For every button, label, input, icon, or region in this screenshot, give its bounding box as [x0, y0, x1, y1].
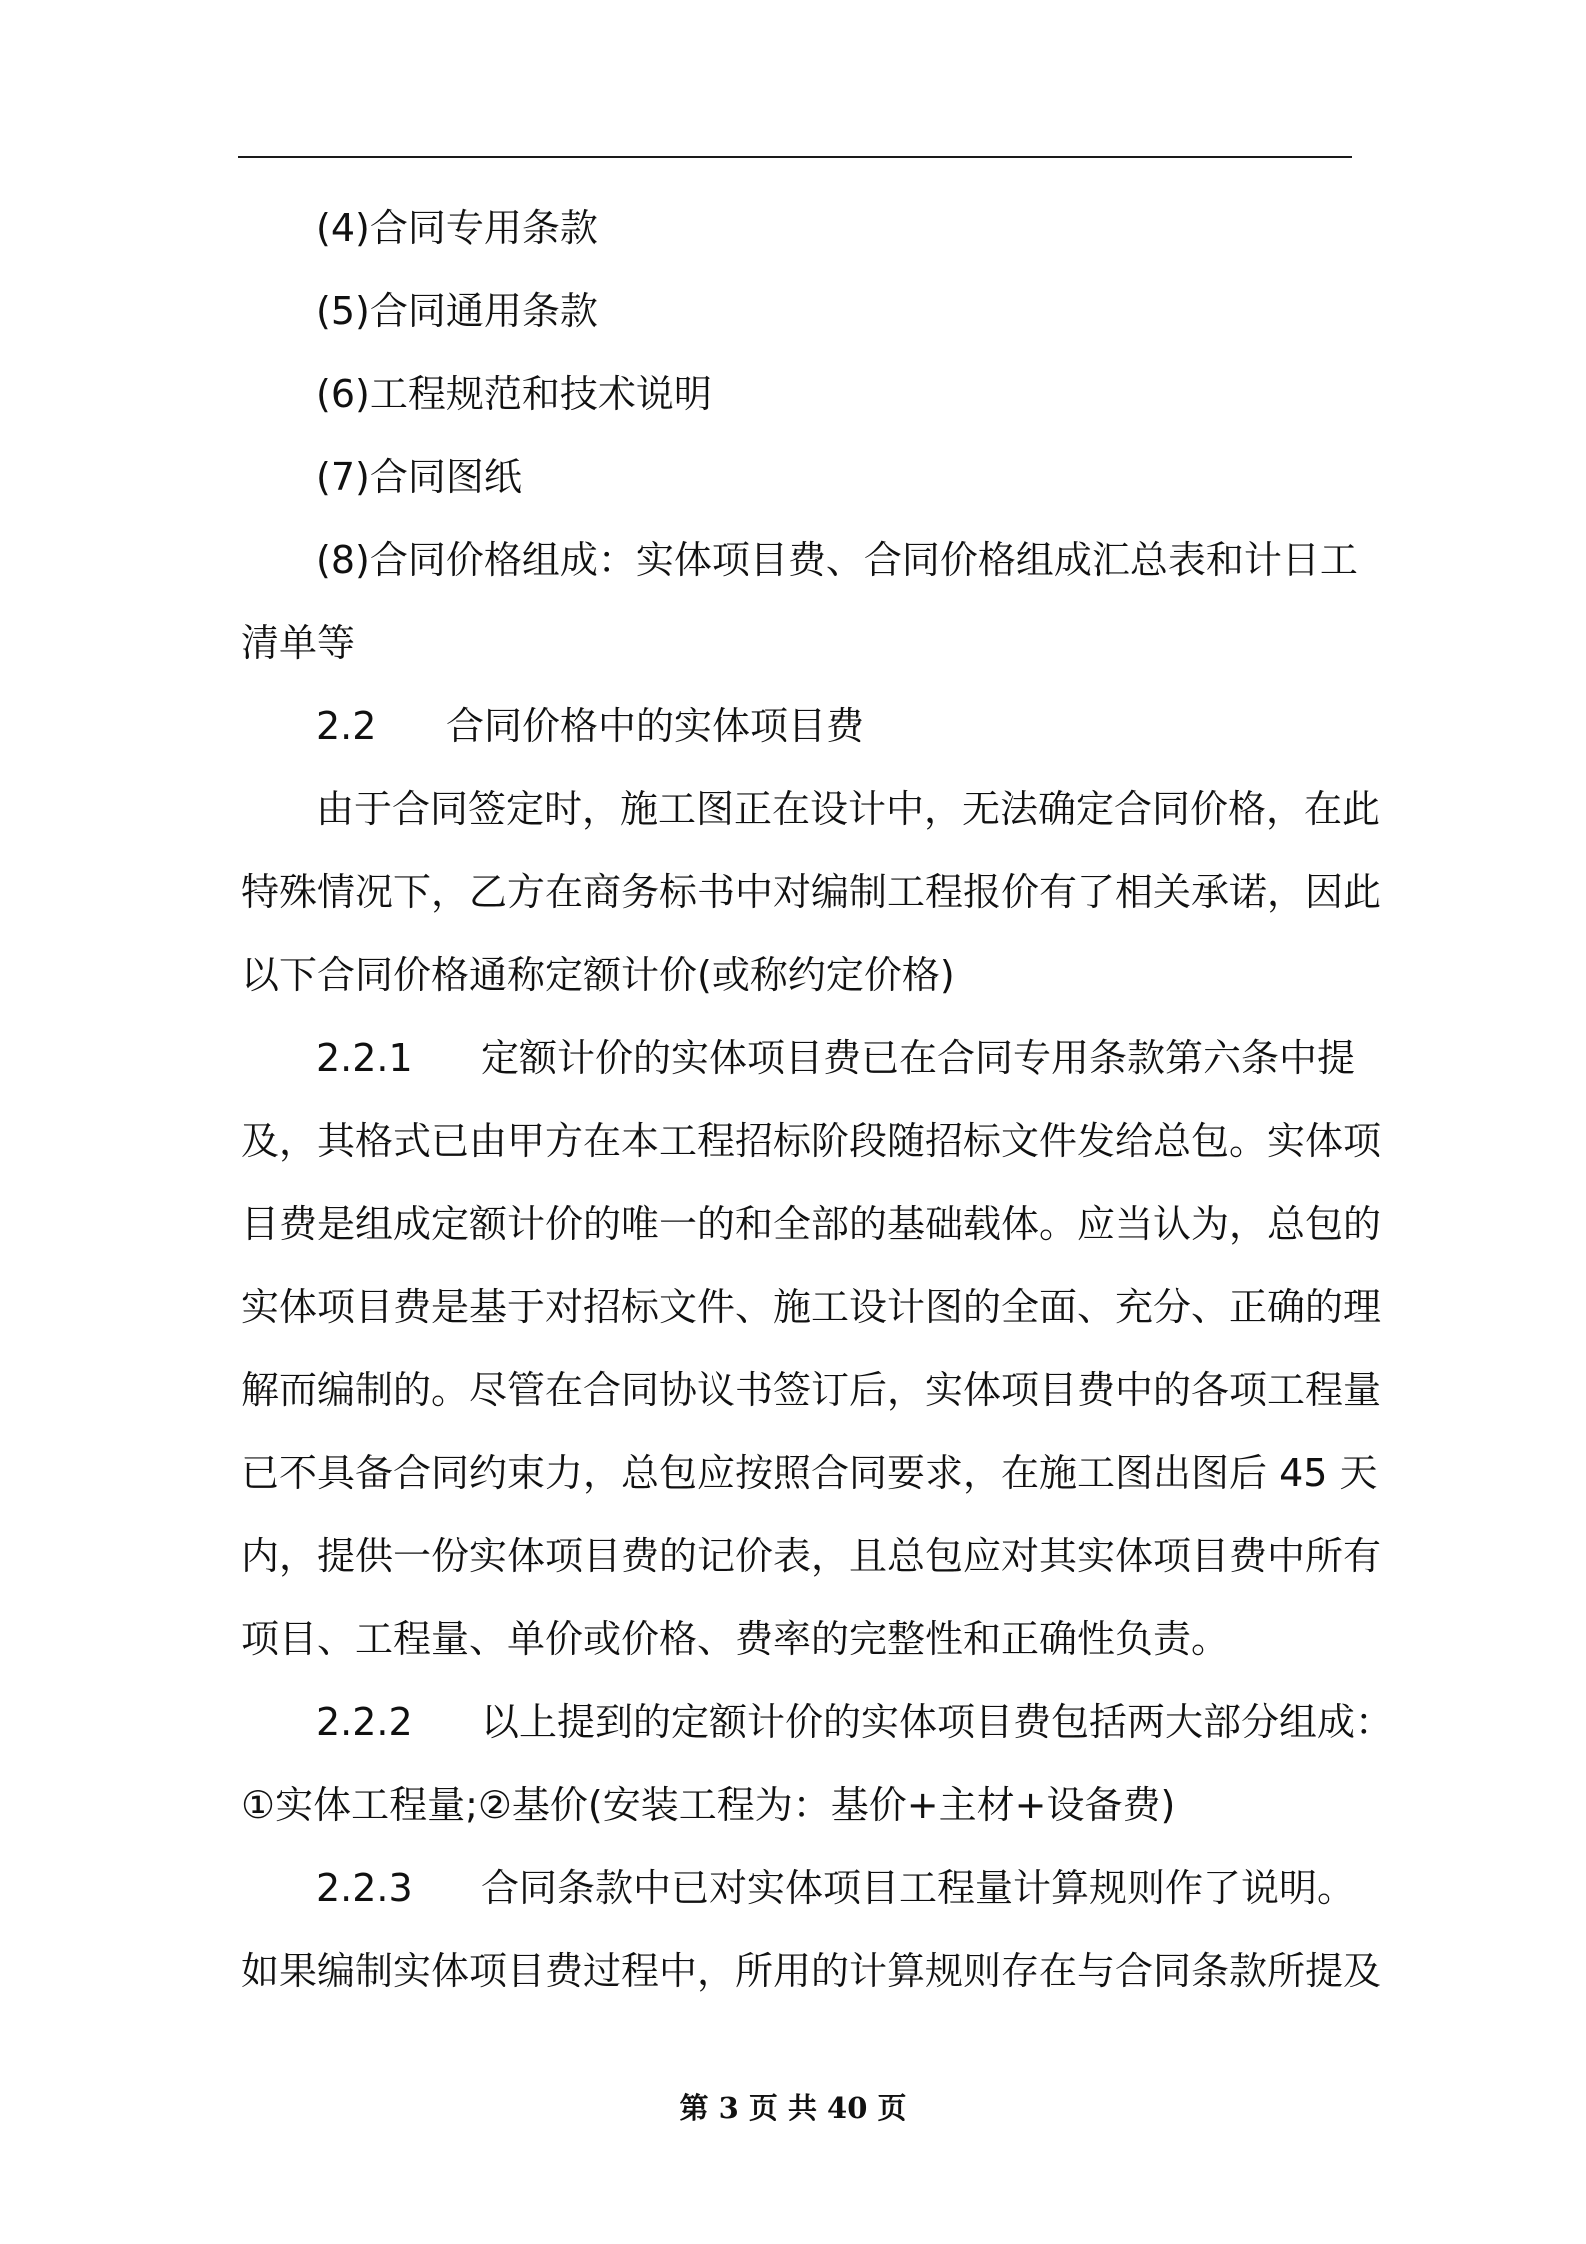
section-title: 合同价格中的实体项目费: [446, 704, 865, 748]
clause-2-2-3: [316, 1858, 1355, 1918]
clause-text: 定额计价的实体项目费已在合同专用条款第六条中提: [481, 1036, 1356, 1080]
section-number: 2.2: [316, 704, 377, 748]
paragraph-line: 目费是组成定额计价的唯一的和全部的基础载体。应当认为，总包的: [241, 1202, 1382, 1246]
header-rule: [238, 156, 1352, 158]
paragraph-line: 实体项目费是基于对招标文件、施工设计图的全面、充分、正确的理: [241, 1285, 1382, 1329]
list-item-8-continued: 清单等: [241, 621, 356, 665]
clause-number: 2.2.2: [316, 1700, 413, 1744]
paragraph-line: 及，其格式已由甲方在本工程招标阶段随招标文件发给总包。实体项: [241, 1119, 1382, 1163]
clause-number: 2.2.1: [316, 1036, 413, 1080]
clause-text: 以上提到的定额计价的实体项目费包括两大部分组成：: [481, 1700, 1394, 1744]
list-item-6: (6)工程规范和技术说明: [316, 372, 712, 416]
paragraph-line: 已不具备合同约束力，总包应按照合同要求，在施工图出图后 45 天: [241, 1451, 1378, 1495]
list-item-8: (8)合同价格组成：实体项目费、合同价格组成汇总表和计日工: [316, 538, 1358, 582]
paragraph-line: 由于合同签定时，施工图正在设计中，无法确定合同价格，在此: [316, 787, 1381, 831]
clause-2-2-1: [316, 1028, 1355, 1088]
clause-number: 2.2.3: [316, 1866, 413, 1910]
paragraph-line: 解而编制的。尽管在合同协议书签订后，实体项目费中的各项工程量: [241, 1368, 1382, 1412]
paragraph-line: 以下合同价格通称定额计价(或称约定价格): [241, 953, 955, 997]
paragraph-line: 特殊情况下，乙方在商务标书中对编制工程报价有了相关承诺，因此: [241, 870, 1382, 914]
page-number-footer: 第 3 页 共 40 页: [679, 2091, 907, 2125]
paragraph-line: 内，提供一份实体项目费的记价表，且总包应对其实体项目费中所有: [241, 1534, 1382, 1578]
paragraph-line: 项目、工程量、单价或价格、费率的完整性和正确性负责。: [241, 1617, 1230, 1661]
clause-text: 合同条款中已对实体项目工程量计算规则作了说明。: [481, 1866, 1356, 1910]
clause-2-2-2: [316, 1692, 1393, 1752]
paragraph-line: ①实体工程量;②基价(安装工程为：基价+主材+设备费): [241, 1783, 1176, 1827]
list-item-7: (7)合同图纸: [316, 455, 522, 499]
paragraph-line: 如果编制实体项目费过程中，所用的计算规则存在与合同条款所提及: [241, 1949, 1382, 1993]
list-item-5: (5)合同通用条款: [316, 289, 598, 333]
list-item-4: (4)合同专用条款: [316, 206, 598, 250]
section-heading-2-2: [316, 696, 864, 756]
